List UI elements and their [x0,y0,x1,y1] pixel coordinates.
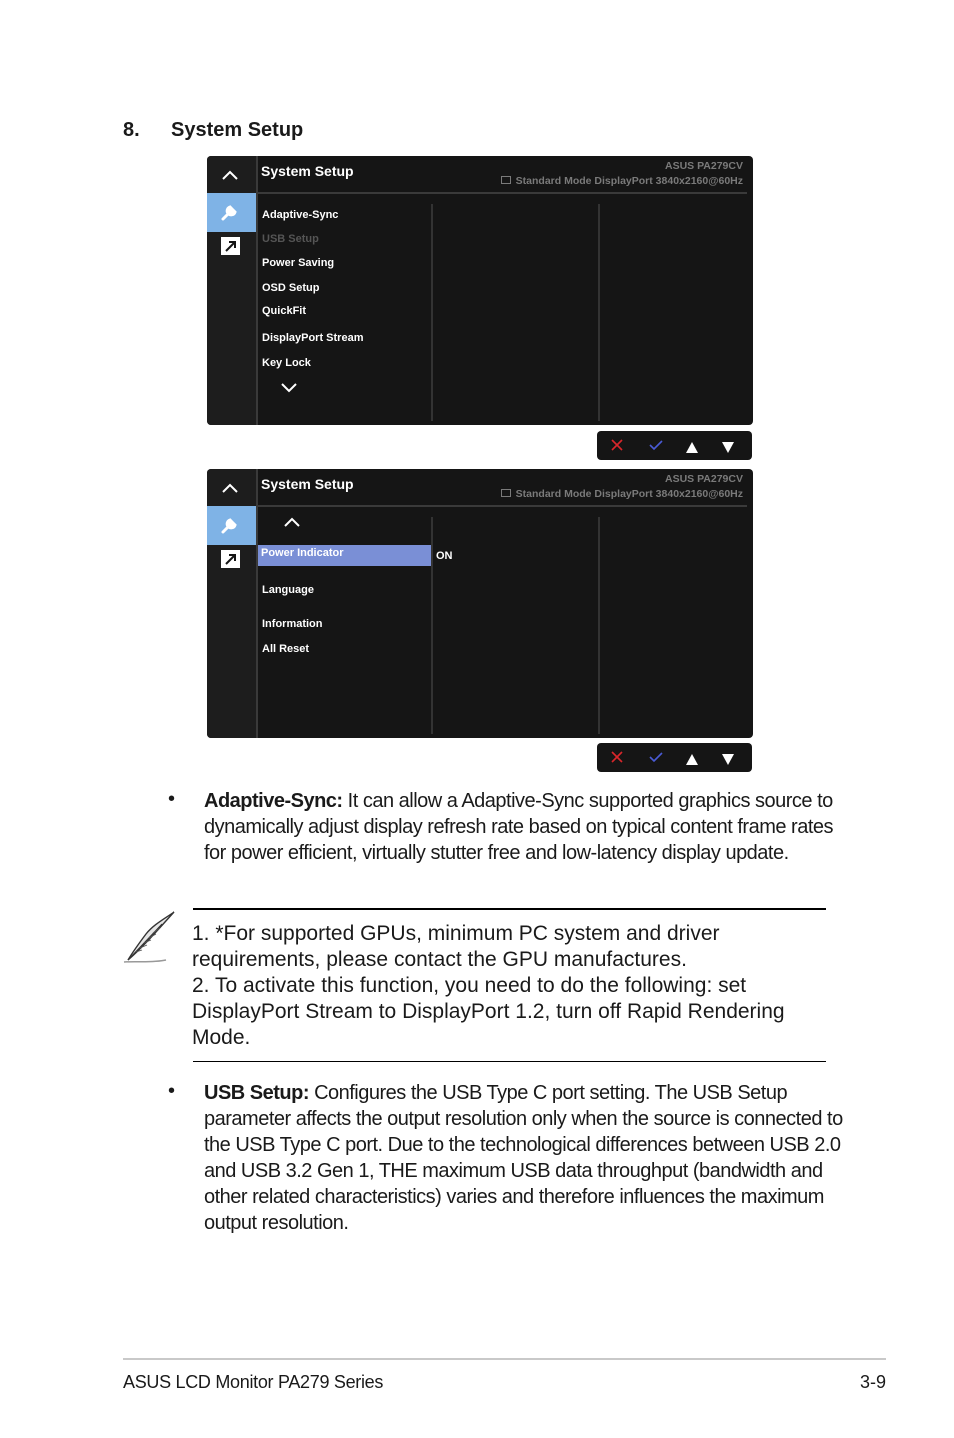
osd-divider [258,505,747,507]
close-icon [610,750,624,769]
menu-item-quickfit: QuickFit [262,305,307,317]
osd-menu-2 [207,469,753,738]
adaptive-sync-paragraph [204,788,844,866]
menu-item-power-saving: Power Saving [262,257,335,269]
monitor-icon [501,176,511,184]
menu-item-information: Information [262,618,323,630]
menu-item-adaptive-sync: Adaptive-Sync [262,209,339,221]
bullet-marker: • [168,788,176,810]
usb-setup-text: Configures the USB Type C port setting. The USB Setup parameter affects the output resolution only when the source is connected to the USB Type C port. Due to the technological differences between USB 2.0 and USB 3.2 Gen 1, THE maximum USB data throughput (bandwidth and other related characteristics) varies and therefore influences the maximum output resolution. [204,1082,843,1234]
chevron-down-icon [280,381,298,399]
osd-title: System Setup [261,476,354,492]
note-line-2: 2. To activate this function, you need to do the following: set DisplayPort Stream to DisplayPort 1.2, turn off Rapid Rendering Mode. [192,974,785,1049]
chevron-up-icon [221,481,239,499]
power-indicator-value: ON [436,550,453,562]
chevron-up-icon [283,515,301,533]
adaptive-sync-term: Adaptive-Sync: [204,790,343,812]
osd-model: ASUS PA279CV [664,473,743,485]
section-title: System Setup [171,119,304,141]
osd-control-bar-2 [597,743,752,772]
osd-column-divider [598,517,600,734]
triangle-down-icon [722,440,734,458]
monitor-icon [501,489,511,497]
menu-item-key-lock: Key Lock [262,357,311,369]
menu-item-language: Language [262,584,314,596]
osd-sidebar [207,156,258,425]
osd-divider [258,192,747,194]
note-top-rule [193,908,826,910]
menu-item-power-indicator: Power Indicator [258,545,431,566]
chevron-up-icon [221,168,239,186]
note-bottom-rule [193,1061,826,1062]
osd-mode-status: Standard Mode DisplayPort 3840x2160@60Hz [501,175,743,187]
osd-column-divider [598,204,600,421]
adaptive-sync-text: It can allow a Adaptive-Sync supported graphics source to dynamically adjust display refresh rate based on typical content frame rates for power efficient, virtually stutter free and low-latency display update. [204,790,834,864]
note-line-1: 1. *For supported GPUs, minimum PC system and driver requirements, please contact the GPU manufactures. [192,922,720,971]
check-icon [649,750,663,769]
shortcut-icon [221,550,240,568]
osd-title: System Setup [261,163,354,179]
osd-menu-1 [207,156,753,425]
footer-rule [123,1358,886,1360]
check-icon [649,438,663,457]
menu-item-displayport-stream: DisplayPort Stream [262,332,364,344]
osd-column-divider [431,204,433,421]
system-setup-tab [207,193,256,232]
section-number: 8. [123,119,140,141]
triangle-up-icon [686,752,698,770]
usb-setup-paragraph [204,1080,844,1236]
osd-model: ASUS PA279CV [664,160,743,172]
triangle-up-icon [686,440,698,458]
osd-mode-status: Standard Mode DisplayPort 3840x2160@60Hz [501,488,743,500]
wrench-icon [220,202,240,222]
osd-sidebar [207,469,258,738]
wrench-icon [220,515,240,535]
system-setup-tab [207,506,256,545]
osd-control-bar-1 [597,431,752,460]
feather-pen-icon [122,908,180,971]
footer-title: ASUS LCD Monitor PA279 Series [123,1372,384,1392]
menu-item-osd-setup: OSD Setup [262,282,320,294]
menu-item-all-reset: All Reset [262,643,310,655]
close-icon [610,438,624,457]
triangle-down-icon [722,752,734,770]
osd-column-divider [431,517,433,734]
bullet-marker: • [168,1080,176,1102]
page-number: 3-9 [859,1372,886,1392]
note-text [192,921,832,1051]
menu-item-usb-setup: USB Setup [262,233,319,245]
usb-setup-term: USB Setup: [204,1082,309,1104]
shortcut-icon [221,237,240,255]
